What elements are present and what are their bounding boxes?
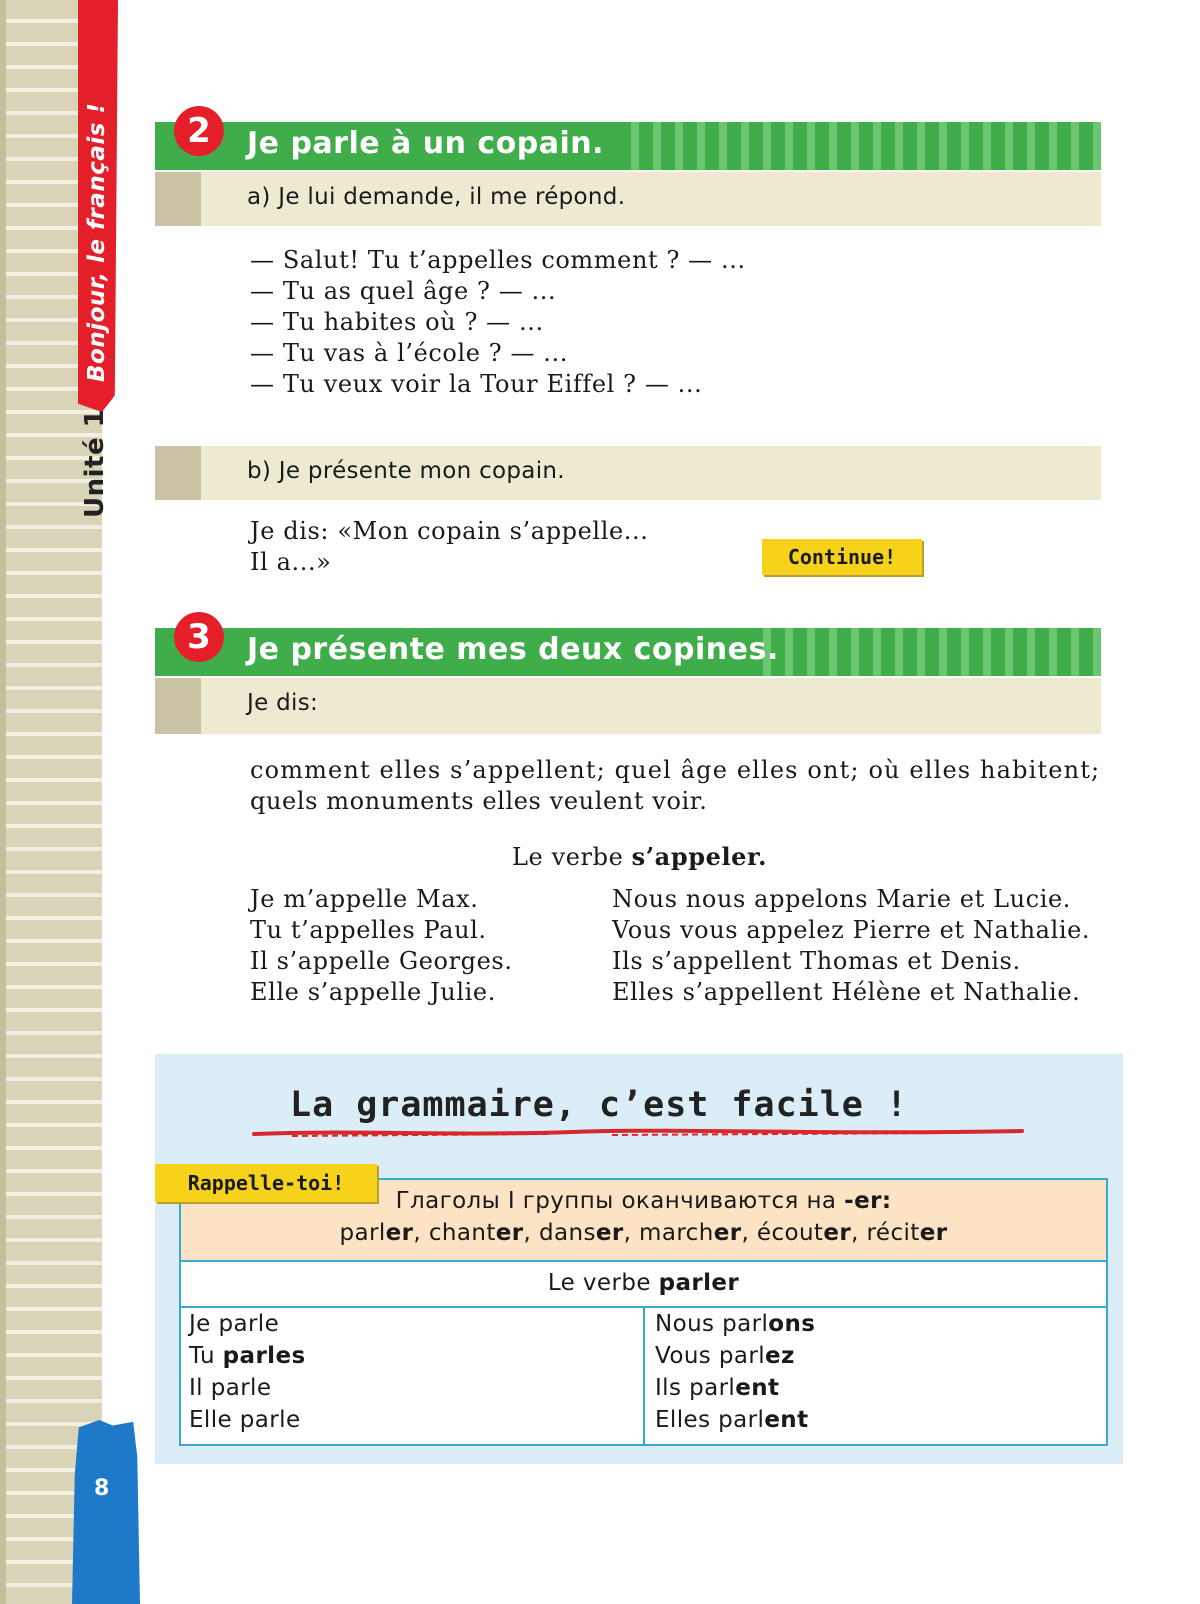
presentation-line: Je dis: «Mon copain s’appelle... bbox=[250, 517, 649, 545]
example-verb: parler, bbox=[339, 1220, 422, 1246]
grammar-rule-examples bbox=[181, 1220, 1106, 1246]
table-row: Il parle bbox=[189, 1375, 272, 1401]
exercise-2-number-badge: 2 bbox=[174, 106, 224, 156]
exercise-2b-label: b) Je présente mon copain. bbox=[247, 458, 565, 484]
exercise-3-title: Je présente mes deux copines. bbox=[247, 632, 779, 667]
exercise-3-prompt: Je dis: bbox=[247, 690, 319, 716]
dialogue-line: — Salut! Tu t’appelles comment ? — ... bbox=[250, 246, 746, 274]
dialogue-line: — Tu habites où ? — ... bbox=[250, 308, 544, 336]
unit-label: Unité 1 bbox=[80, 408, 110, 518]
table-column-divider bbox=[643, 1306, 645, 1444]
conjugation-line: Elle s’appelle Julie. bbox=[250, 978, 496, 1006]
table-singular-column bbox=[189, 1308, 306, 1436]
presentation-line: Il a...» bbox=[250, 548, 332, 576]
table-row: Elle parle bbox=[189, 1407, 301, 1433]
verb-title bbox=[512, 842, 767, 871]
exercise-2-title: Je parle à un copain. bbox=[247, 126, 605, 161]
table-row: Elles parlent bbox=[655, 1407, 809, 1433]
conjugation-line: Il s’appelle Georges. bbox=[250, 947, 513, 975]
conjugation-line: Nous nous appelons Marie et Lucie. bbox=[612, 885, 1072, 913]
table-verb-heading bbox=[181, 1260, 1106, 1308]
rule-text: Глаголы I группы оканчиваются на bbox=[395, 1188, 837, 1214]
grammar-title-underline bbox=[252, 1128, 1024, 1138]
example-verb: écouter, bbox=[756, 1220, 859, 1246]
table-row: Tu parles bbox=[189, 1343, 306, 1369]
subbar-grey-tab bbox=[155, 172, 201, 226]
exercise-3-text-line: comment elles s’appellent; quel âge elles ont; où elles habitent; bbox=[250, 756, 1101, 784]
example-verb: danser, bbox=[538, 1220, 632, 1246]
grammar-title: La grammaire, c’est facile ! bbox=[290, 1085, 909, 1125]
exercise-2a-bar bbox=[155, 172, 1101, 226]
table-row: Vous parlez bbox=[655, 1343, 795, 1369]
exercise-3-bar bbox=[155, 678, 1101, 734]
table-plural-column bbox=[655, 1308, 815, 1436]
dialogue-line: — Tu veux voir la Tour Eiffel ? — ... bbox=[250, 370, 703, 398]
subbar-grey-tab bbox=[155, 678, 201, 734]
example-verb: chanter, bbox=[428, 1220, 532, 1246]
grammar-table bbox=[179, 1178, 1108, 1446]
exercise-2-banner bbox=[155, 122, 1101, 170]
verb-heading-verb: parler bbox=[658, 1270, 740, 1296]
table-row: Ils parlent bbox=[655, 1375, 780, 1401]
exercise-2b-bar bbox=[155, 446, 1101, 500]
verb-heading-prefix: Le verbe bbox=[547, 1270, 651, 1296]
rule-ending: -er: bbox=[844, 1188, 892, 1214]
exercise-3-banner bbox=[155, 628, 1101, 676]
exercise-2a-label: a) Je lui demande, il me répond. bbox=[247, 184, 626, 210]
reminder-sticker: Rappelle-toi! bbox=[155, 1164, 377, 1202]
example-verb: réciter bbox=[866, 1220, 948, 1246]
dialogue-line: — Tu vas à l’école ? — ... bbox=[250, 339, 568, 367]
conjugation-line: Vous vous appelez Pierre et Nathalie. bbox=[612, 916, 1091, 944]
page-margin-edge bbox=[0, 0, 6, 1604]
table-row: Je parle bbox=[189, 1311, 280, 1337]
verb-title-prefix: Le verbe bbox=[512, 843, 624, 871]
example-verb: marcher, bbox=[639, 1220, 750, 1246]
conjugation-line: Ils s’appellent Thomas et Denis. bbox=[612, 947, 1021, 975]
page-number-tab bbox=[72, 1420, 140, 1604]
running-title: Bonjour, le français ! bbox=[84, 102, 110, 382]
conjugation-line: Je m’appelle Max. bbox=[250, 885, 479, 913]
conjugation-line: Tu t’appelles Paul. bbox=[250, 916, 487, 944]
subbar-grey-tab bbox=[155, 446, 201, 500]
dialogue-line: — Tu as quel âge ? — ... bbox=[250, 277, 557, 305]
exercise-3-text-line: quels monuments elles veulent voir. bbox=[250, 787, 708, 815]
conjugation-line: Elles s’appellent Hélène et Nathalie. bbox=[612, 978, 1081, 1006]
exercise-3-number-badge: 3 bbox=[174, 612, 224, 662]
page-number: 8 bbox=[94, 1476, 110, 1501]
continue-sticker: Continue! bbox=[762, 539, 922, 575]
verb-title-verb: s’appeler. bbox=[631, 842, 768, 871]
table-row: Nous parlons bbox=[655, 1311, 816, 1337]
